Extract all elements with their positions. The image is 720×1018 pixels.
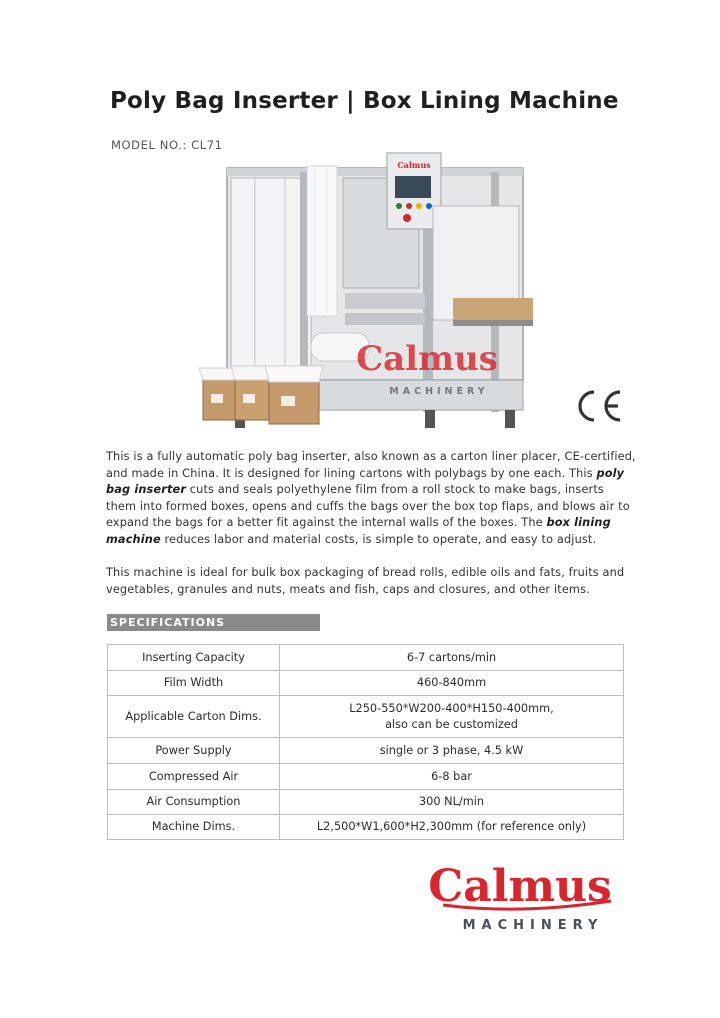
- table-row: [108, 790, 624, 815]
- spec-value-line: L250-550*W200-400*H150-400mm,: [349, 701, 554, 715]
- watermark-sub-text: MACHINERY: [389, 386, 489, 397]
- table-row: [108, 671, 624, 696]
- logo-word: Calmus: [428, 861, 612, 912]
- spec-key: Machine Dims.: [108, 815, 280, 840]
- spec-value: [280, 696, 624, 738]
- keyword-box-lining-machine: box lining machine: [106, 516, 611, 546]
- table-row: [108, 764, 624, 790]
- spec-value: 460-840mm: [280, 671, 624, 696]
- spec-value: 6-8 bar: [280, 764, 624, 790]
- description-paragraph-1: This is a fully automatic poly bag inserter, also known as a carton liner placer, CE-certified, and made in China. It is designed for lining cartons with polybags by one each. This poly bag inserter cuts and seals polyethylene film from a roll stock to make bags, inserts them into formed boxes, opens and cuffs the bags over the box top flaps, and blows air to expand the bags for a better fit against the internal walls of the boxes. The box lining machine reduces labor and material costs, is simple to operate, and easy to adjust.: [106, 450, 636, 546]
- spec-key: Air Consumption: [108, 790, 280, 815]
- table-row: [108, 645, 624, 671]
- watermark-logo-text: Calmus: [356, 339, 498, 379]
- table-row: [108, 696, 624, 738]
- description-paragraph-2: This machine is ideal for bulk box packaging of bread rolls, edible oils and fats, fruits and vegetables, granules and nuts, meats and fish, caps and closures, and other items.: [106, 566, 625, 596]
- page-title: Poly Bag Inserter | Box Lining Machine: [110, 88, 619, 114]
- spec-value: single or 3 phase, 4.5 kW: [280, 738, 624, 764]
- lined-cartons: [199, 366, 323, 424]
- spec-key: Film Width: [108, 671, 280, 696]
- spec-key: Inserting Capacity: [108, 645, 280, 671]
- keyword-poly-bag-inserter: poly bag inserter: [106, 466, 625, 497]
- table-row: [108, 738, 624, 764]
- product-description: [106, 449, 636, 615]
- spec-key: Power Supply: [108, 738, 280, 764]
- calmus-logo: [415, 855, 625, 935]
- model-number: MODEL NO.: CL71: [111, 138, 223, 152]
- panel-logo-text: Calmus: [397, 160, 431, 170]
- ce-mark-icon: [572, 388, 624, 424]
- spec-key: Applicable Carton Dims.: [108, 696, 280, 738]
- spec-key: Compressed Air: [108, 764, 280, 790]
- specifications-heading: SPECIFICATIONS: [107, 614, 320, 631]
- machine-photo: [195, 148, 535, 440]
- spec-value: L2,500*W1,600*H2,300mm (for reference only): [280, 815, 624, 840]
- spec-value: 300 NL/min: [280, 790, 624, 815]
- spec-value: 6-7 cartons/min: [280, 645, 624, 671]
- specifications-table: [107, 644, 624, 840]
- table-row: [108, 815, 624, 840]
- spec-value-line: also can be customized: [385, 717, 518, 731]
- logo-sub: MACHINERY: [462, 918, 604, 933]
